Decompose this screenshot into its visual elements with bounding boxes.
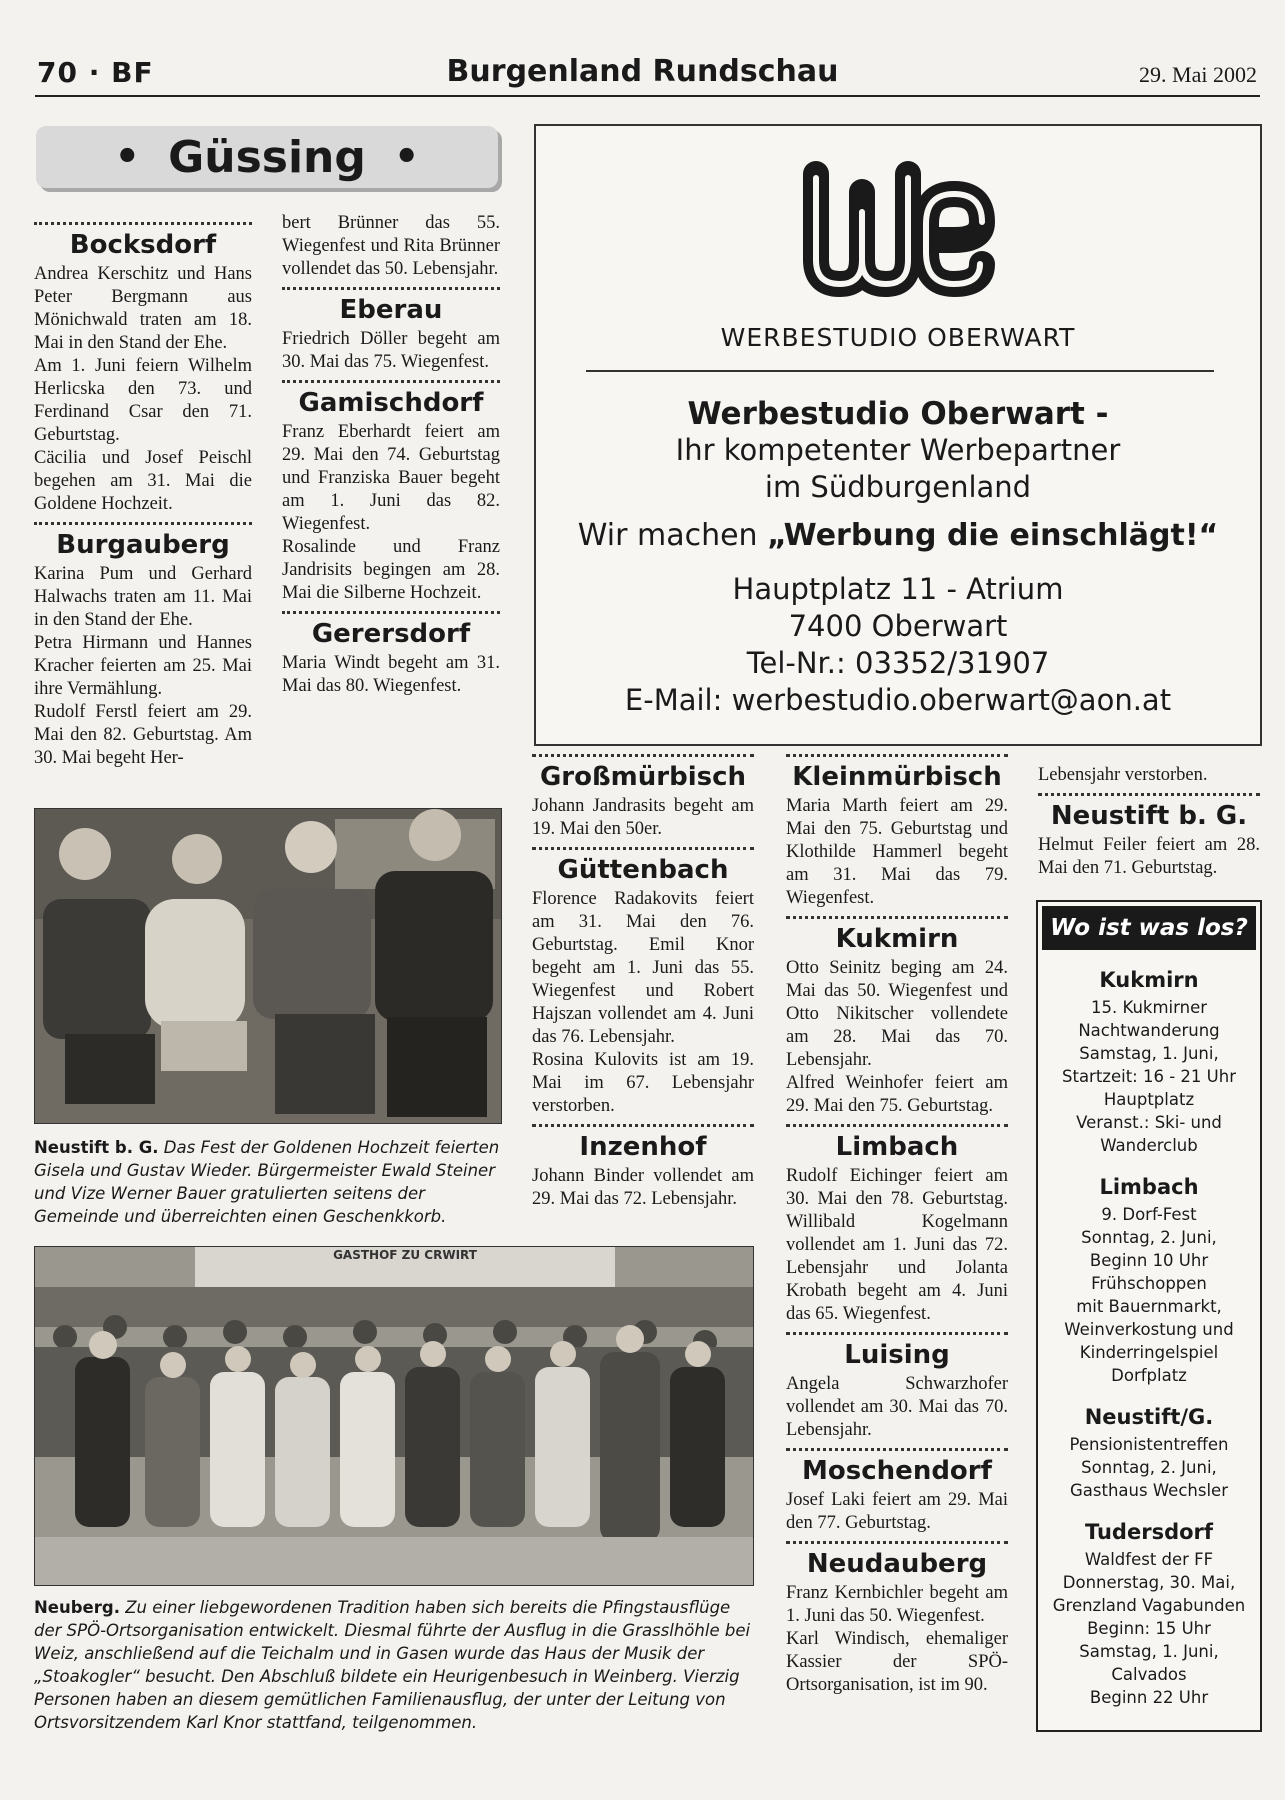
place-heading: Güttenbach — [557, 855, 729, 885]
header-rule — [35, 95, 1260, 97]
ad-address-2: 7400 Oberwart — [788, 609, 1008, 643]
news-item-text: Franz Eberhardt feiert am 29. Mai den 74. Geburtstag und Franziska Bauer begeht am 1. Juni das 82. Wiegenfest. — [282, 422, 500, 534]
dotted-divider — [786, 1541, 1008, 1544]
photo-people-icon — [35, 809, 501, 1123]
bullet-icon: • — [393, 134, 420, 180]
news-item-text: Helmut Feiler feiert am 28. Mai den 71. Geburtstag. — [1038, 835, 1260, 878]
news-item-text: Rosalinde und Franz Jandrisits begingen am 28. Mai die Silberne Hochzeit. — [282, 537, 500, 603]
photo-group-icon — [35, 1247, 753, 1585]
event-detail: Beginn 10 Uhr — [1089, 1251, 1209, 1270]
ad-headline: Werbestudio Oberwart - — [687, 396, 1109, 432]
event-detail: Samstag, 1. Juni, — [1079, 1642, 1219, 1661]
event-detail: Samstag, 1. Juni, — [1079, 1044, 1219, 1063]
dotted-divider — [786, 1124, 1008, 1127]
news-item-text: Otto Seinitz beging am 24. Mai das 50. Wiegenfest und Otto Nikitscher vollendete am 28. Mai das 70. Lebensjahr. — [786, 958, 1008, 1070]
photo-caption-2 — [34, 1596, 754, 1734]
news-item-text: Rudolf Eichinger feiert am 30. Mai den 78. Geburtstag. Willibald Kogelmann vollendet am 1. Juni das 72. Lebensjahr und Jolanta Krobath begeht am 4. Juni das 65. Wiegenfest. — [786, 1166, 1008, 1324]
event-place: Tudersdorf — [1084, 1520, 1214, 1544]
place-heading: Gamischdorf — [298, 388, 484, 418]
ad-phone: Tel-Nr.: 03352/31907 — [746, 646, 1050, 680]
news-item-text: Maria Marth feiert am 29. Mai den 75. Geburtstag und Klothilde Hammerl begeht am 31. Mai das 79. Wiegenfest. — [786, 796, 1008, 908]
place-heading: Moschendorf — [802, 1456, 992, 1486]
werbestudio-logo — [794, 152, 1000, 312]
news-item-text: Friedrich Döller begeht am 30. Mai das 75. Wiegenfest. — [282, 329, 500, 372]
news-item-text: Franz Kernbichler begeht am 1. Juni das 50. Wiegenfest. — [786, 1583, 1008, 1626]
event-detail: Sonntag, 2. Juni, — [1081, 1458, 1217, 1477]
event-detail: Donnerstag, 30. Mai, — [1062, 1573, 1236, 1592]
events-title: Wo ist was los? — [1042, 906, 1256, 950]
ad-slogan — [536, 518, 1260, 553]
place-heading: Kleinmürbisch — [792, 762, 1002, 792]
news-item-text: Florence Radakovits feiert am 31. Mai den 76. Geburtstag. Emil Knor begeht am 1. Juni das 55. Wiegenfest und Robert Hajszan vollendet am 4. Juni das 76. Lebensjahr. — [532, 889, 754, 1047]
place-heading: Eberau — [339, 295, 443, 325]
dotted-divider — [282, 380, 500, 383]
caption-2-text: Zu einer liebgewordenen Tradition haben sich bereits die Pfingstausflüge der SPÖ-Ortsorganisation entwickelt. Diesmal führte der Ausflug in die Grasslhöhle bei Weiz, anschließend auf die Teichalm und in Gasen wurde das Haus der Musik der „Stoakogler“ besucht. Den Abschluß bildete ein Heurigenbesuch in Weinberg. Vierzig Personen haben an diesem gemütlichen Familienausflug, der unter der Leitung von Ortsvorsitzendem Karl Knor stattfand, teilgenommen. — [34, 1598, 751, 1732]
place-heading: Gerersdorf — [311, 619, 471, 649]
event-detail: Dorfplatz — [1111, 1366, 1187, 1385]
event-place: Neustift/G. — [1084, 1405, 1214, 1429]
event-detail: Weinverkostung und — [1064, 1320, 1234, 1339]
event-item — [1038, 1401, 1260, 1502]
event-detail: Sonntag, 2. Juni, — [1081, 1228, 1217, 1247]
ad-slogan-pre: Wir machen — [577, 518, 768, 553]
caption-2-place: Neuberg. — [34, 1598, 120, 1617]
dotted-divider — [34, 222, 252, 225]
ad-divider — [586, 370, 1214, 372]
advertisement — [534, 124, 1262, 746]
place-heading: Limbach — [835, 1132, 959, 1162]
news-item-text: Karina Pum und Gerhard Halwachs traten am 11. Mai in den Stand der Ehe. — [34, 564, 252, 630]
dotted-divider — [532, 1124, 754, 1127]
news-item-text: Johann Jandrasits begeht am 19. Mai den 50er. — [532, 796, 754, 839]
news-column-5 — [1038, 764, 1260, 886]
dotted-divider — [34, 522, 252, 525]
bullet-icon: • — [114, 134, 141, 180]
news-item-text: Alfred Weinhofer feiert am 29. Mai den 75. Geburtstag. — [786, 1073, 1008, 1116]
event-detail: Kinderringelspiel — [1079, 1343, 1219, 1362]
dotted-divider — [282, 287, 500, 290]
ad-address-1: Hauptplatz 11 - Atrium — [732, 572, 1064, 606]
dotted-divider — [786, 916, 1008, 919]
place-heading: Luising — [844, 1340, 950, 1370]
ad-line-3: im Südburgenland — [764, 470, 1032, 504]
caption-1-place: Neustift b. G. — [34, 1138, 159, 1157]
event-detail: Nachtwanderung — [1078, 1021, 1220, 1040]
place-heading: Burgauberg — [56, 530, 230, 560]
event-item — [1038, 1516, 1260, 1709]
place-heading: Neustift b. G. — [1050, 801, 1248, 831]
place-heading: Kukmirn — [835, 924, 959, 954]
event-detail: Wanderclub — [1100, 1136, 1198, 1155]
section-banner — [36, 126, 498, 188]
dotted-divider — [786, 1448, 1008, 1451]
event-detail: mit Bauernmarkt, — [1076, 1297, 1222, 1316]
news-column-1 — [34, 222, 252, 776]
news-item-text: Angela Schwarzhofer vollendet am 30. Mai das 70. Lebensjahr. — [786, 1374, 1008, 1440]
dotted-divider — [786, 754, 1008, 757]
events-list — [1038, 964, 1260, 1709]
news-item-text: Josef Laki feiert am 29. Mai den 77. Geburtstag. — [786, 1490, 1008, 1533]
ad-email: E-Mail: werbestudio.oberwart@aon.at — [624, 683, 1172, 717]
dotted-divider — [532, 847, 754, 850]
event-item — [1038, 964, 1260, 1157]
issue-date: 29. Mai 2002 — [1139, 62, 1257, 87]
photo-group-outing — [34, 1246, 754, 1586]
place-heading: Inzenhof — [579, 1132, 707, 1162]
place-heading: Großmürbisch — [539, 762, 747, 792]
event-detail: 9. Dorf-Fest — [1101, 1205, 1197, 1224]
page-number: 70 · BF — [37, 56, 154, 89]
news-item-text: Am 1. Juni feiern Wilhelm Herlicska den 73. und Ferdinand Csar den 71. Geburtstag. — [34, 356, 252, 445]
photo-golden-wedding — [34, 808, 502, 1124]
event-detail: Calvados — [1111, 1665, 1187, 1684]
event-detail: Gasthaus Wechsler — [1070, 1481, 1228, 1500]
newspaper-title: Burgenland Rundschau — [446, 54, 839, 89]
dotted-divider — [532, 754, 754, 757]
news-item-text: Rudolf Ferstl feiert am 29. Mai den 82. Geburtstag. Am 30. Mai begeht Her- — [34, 702, 252, 768]
dotted-divider — [786, 1332, 1008, 1335]
event-detail: Grenzland Vagabunden — [1052, 1596, 1246, 1615]
section-title: Güssing — [168, 131, 366, 183]
ad-slogan-bold: „Werbung die einschlägt!“ — [767, 518, 1219, 553]
event-detail: Waldfest der FF — [1084, 1550, 1214, 1569]
news-item-text: bert Brünner das 55. Wiegenfest und Rita Brünner vollendet das 50. Lebensjahr. — [282, 213, 500, 279]
event-detail: Veranst.: Ski- und — [1076, 1113, 1222, 1132]
event-item — [1038, 1171, 1260, 1387]
event-detail: 15. Kukmirner — [1090, 998, 1208, 1017]
event-detail: Beginn 22 Uhr — [1089, 1688, 1209, 1707]
photo-caption-1 — [34, 1136, 504, 1228]
place-heading: Bocksdorf — [69, 230, 217, 260]
event-place: Kukmirn — [1099, 968, 1199, 992]
dotted-divider — [1038, 793, 1260, 796]
event-detail: Beginn: 15 Uhr — [1087, 1619, 1211, 1638]
event-detail: Hauptplatz — [1103, 1090, 1195, 1109]
dotted-divider — [282, 611, 500, 614]
event-place: Limbach — [1099, 1175, 1199, 1199]
news-item-text: Karl Windisch, ehemaliger Kassier der SPÖ-Ortsorganisation, ist im 90. — [786, 1629, 1008, 1695]
events-box — [1036, 900, 1262, 1732]
news-item-text: Maria Windt begeht am 31. Mai das 80. Wiegenfest. — [282, 653, 500, 696]
event-detail: Startzeit: 16 - 21 Uhr — [1062, 1067, 1236, 1086]
event-detail: Frühschoppen — [1091, 1274, 1207, 1293]
news-column-4 — [786, 754, 1008, 1703]
news-item-text: Cäcilia und Josef Peischl begehen am 31. Mai die Goldene Hochzeit. — [34, 448, 252, 514]
news-column-3 — [532, 754, 754, 1217]
news-item-text: Johann Binder vollendet am 29. Mai das 72. Lebensjahr. — [532, 1166, 754, 1209]
news-item-text: Andrea Kerschitz und Hans Peter Bergmann aus Mönichwald traten am 18. Mai in den Stand der Ehe. — [34, 264, 252, 353]
news-item-text: Lebensjahr verstorben. — [1038, 765, 1208, 785]
news-item-text: Rosina Kulovits ist am 19. Mai im 67. Lebensjahr verstorben. — [532, 1050, 754, 1116]
caption-1-text: Das Fest der Goldenen Hochzeit feierten Gisela und Gustav Wieder. Bürgermeister Ewald Steiner und Vize Werner Bauer gratulierten seitens der Gemeinde und überreichten einen Geschenkkorb. — [34, 1138, 500, 1226]
news-column-2 — [282, 212, 500, 704]
event-detail: Pensionistentreffen — [1069, 1435, 1229, 1454]
news-item-text: Petra Hirmann und Hannes Kracher feierten am 25. Mai ihre Vermählung. — [34, 633, 252, 699]
place-heading: Neudauberg — [806, 1549, 988, 1579]
ad-studio-name: WERBESTUDIO OBERWART — [720, 323, 1076, 352]
ad-line-2: Ihr kompetenter Werbepartner — [675, 433, 1121, 467]
gasthof-sign: GASTHOF ZU CRWIRT — [333, 1248, 477, 1262]
